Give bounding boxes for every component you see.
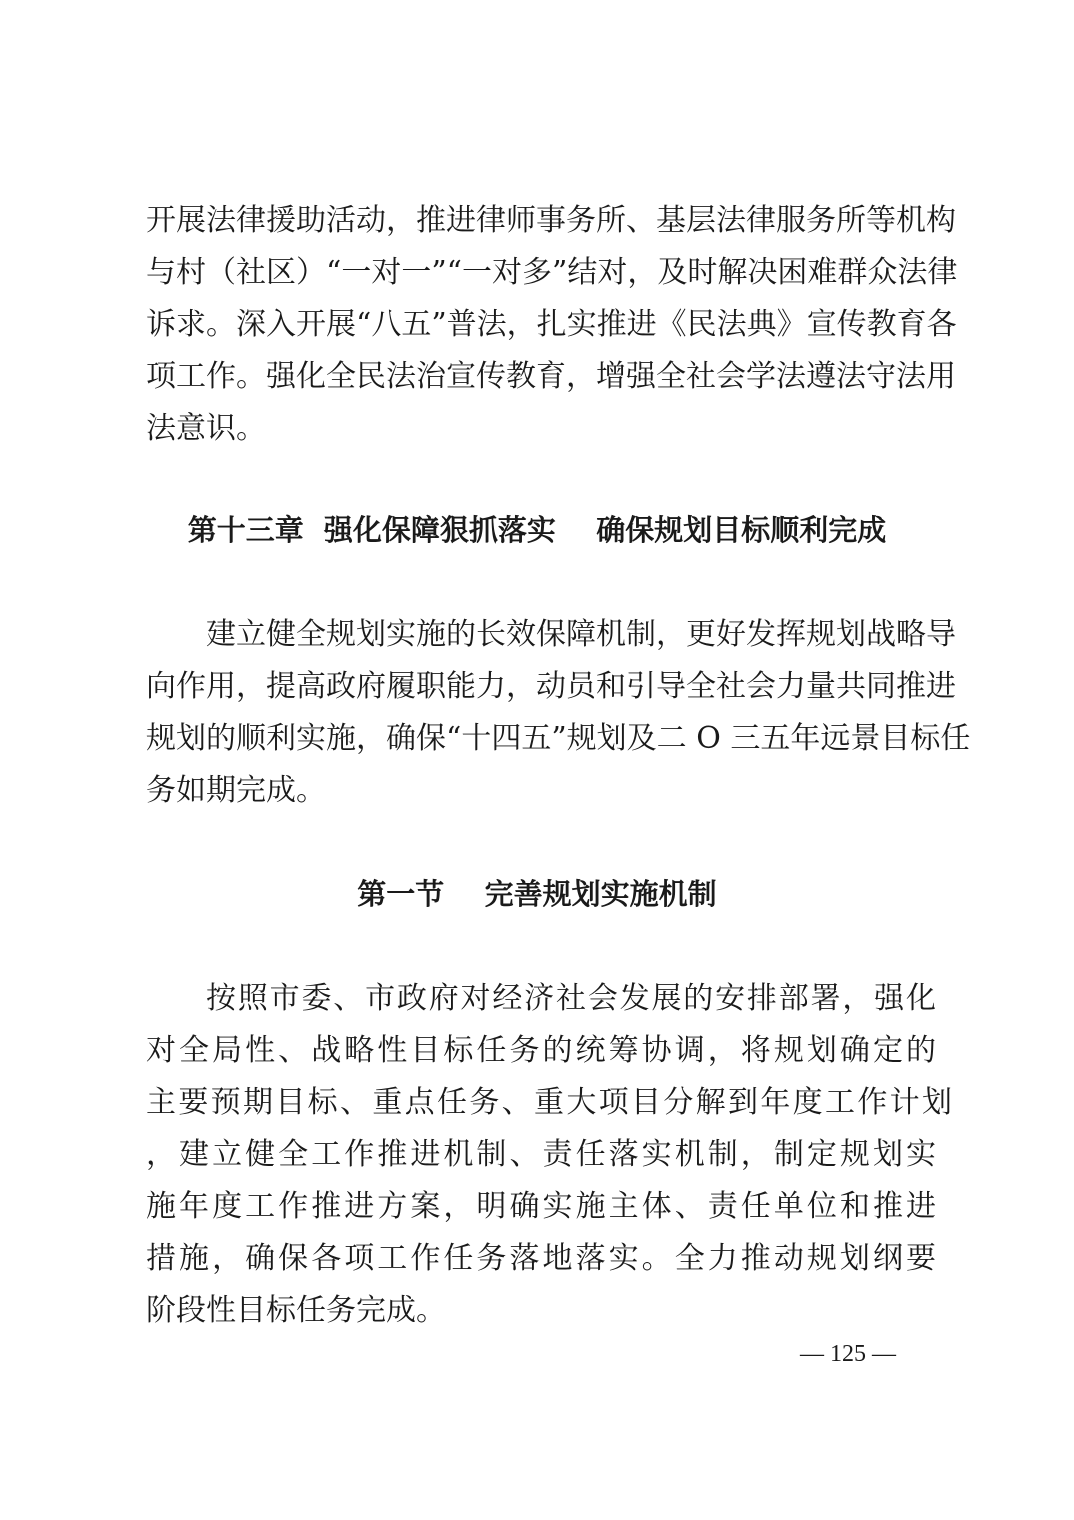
paragraph-line: 建立健全规划实施的长效保障机制，更好发挥规划战略导 [206, 617, 956, 652]
paragraph-line: 向作用，提高政府履职能力，动员和引导全社会力量共同推进 [146, 669, 956, 704]
paragraph-line: ，建立健全工作推进机制、责任落实机制，制定规划实 [146, 1137, 936, 1172]
paragraph-line: 措施，确保各项工作任务落地落实。全力推动规划纲要 [146, 1241, 936, 1276]
paragraph-line: 项工作。强化全民法治宣传教育，增强全社会学法遵法守法用 [146, 359, 956, 394]
paragraph-line: 施年度工作推进方案，明确实施主体、责任单位和推进 [146, 1189, 936, 1224]
page-number: — 125 — [800, 1341, 896, 1367]
paragraph-line: 规划的顺利实施，确保“十四五”规划及二 O 三五年远景目标任 [146, 721, 971, 756]
paragraph-line: 阶段性目标任务完成。 [146, 1293, 446, 1328]
paragraph-line: 主要预期目标、重点任务、重大项目分解到年度工作计划 [146, 1085, 952, 1120]
chapter-heading: 第十三章 强化保障狠抓落实 确保规划目标顺利完成 [187, 513, 887, 547]
section-heading: 第一节 完善规划实施机制 [357, 877, 717, 911]
paragraph-line: 按照市委、市政府对经济社会发展的安排部署，强化 [206, 981, 936, 1016]
paragraph-line: 务如期完成。 [146, 773, 326, 808]
paragraph-line: 开展法律援助活动，推进律师事务所、基层法律服务所等机构 [146, 203, 956, 238]
paragraph-line: 对全局性、战略性目标任务的统筹协调，将规划确定的 [146, 1033, 936, 1068]
paragraph-line: 诉求。深入开展“八五”普法，扎实推进《民法典》宣传教育各 [146, 307, 957, 342]
paragraph-line: 与村（社区）“一对一”“一对多”结对，及时解决困难群众法律 [146, 255, 958, 290]
paragraph-line: 法意识。 [146, 411, 266, 446]
